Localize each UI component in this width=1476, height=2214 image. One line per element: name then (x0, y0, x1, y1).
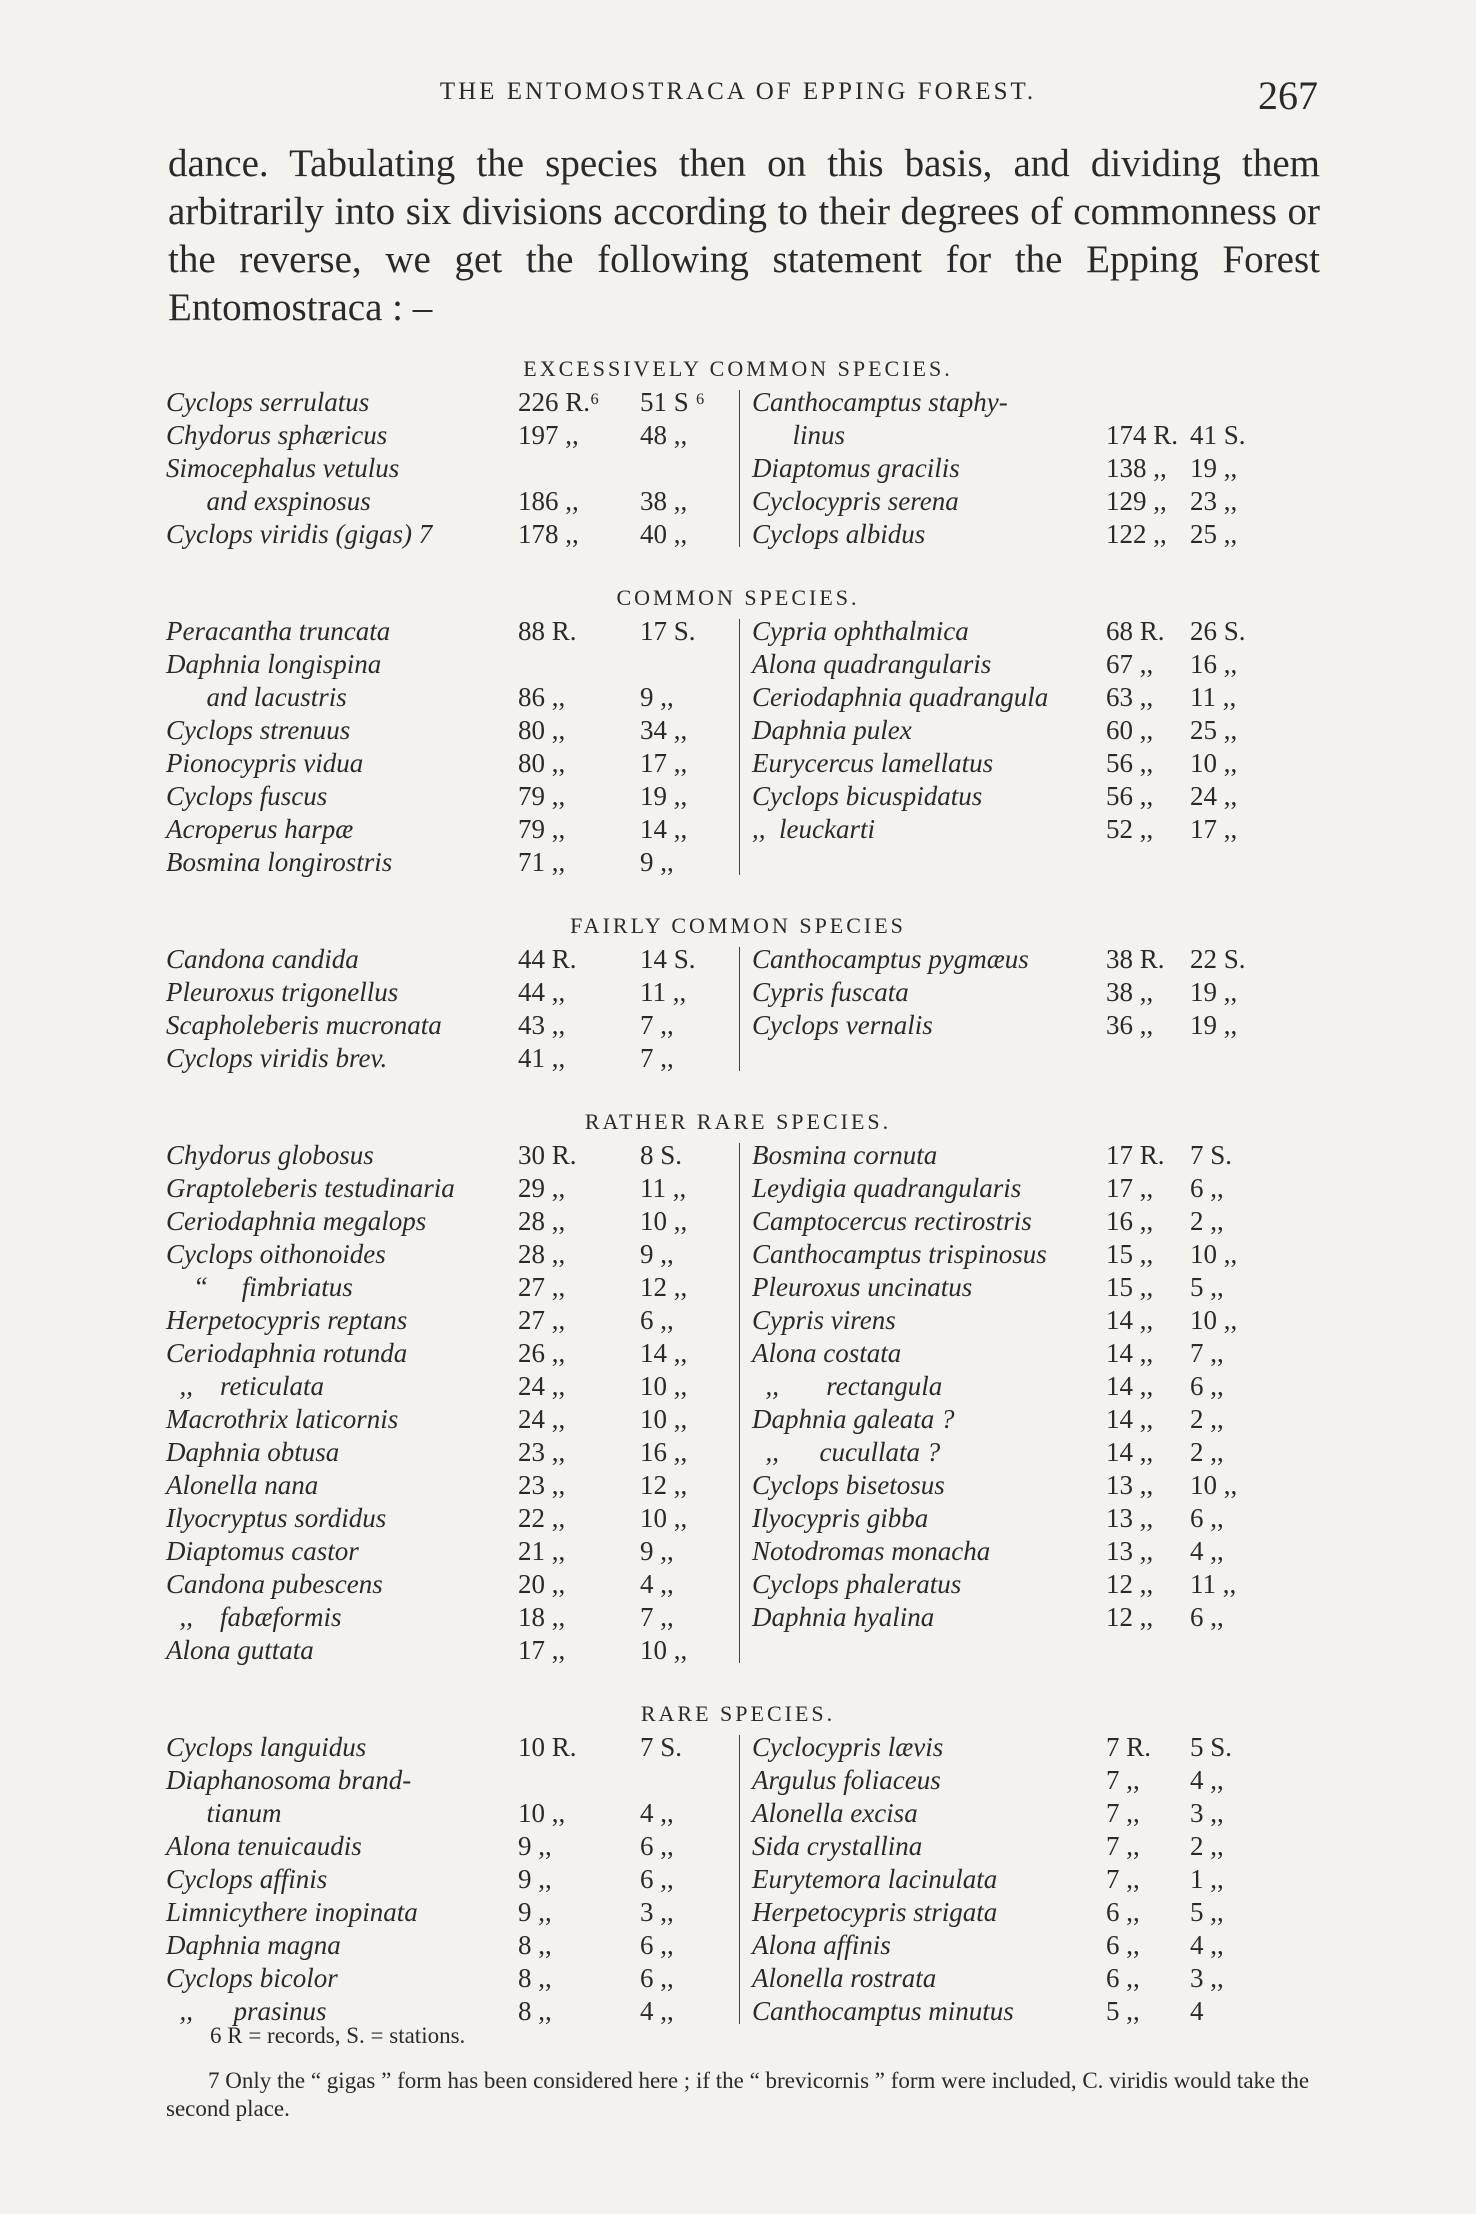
species-name: Cypria ophthalmica (752, 616, 969, 646)
stations-count: 10 ,, (640, 1503, 688, 1533)
records-count: 20 ,, (518, 1569, 566, 1599)
species-name: Alonella rostrata (752, 1963, 937, 1993)
stations-count: 48 ,, (640, 420, 688, 450)
stations-count: 6 ,, (640, 1831, 674, 1861)
species-name: Cyclops viridis (gigas) 7 (166, 519, 433, 549)
stations-count: 9 ,, (640, 682, 674, 712)
records-count: 178 ,, (518, 519, 579, 549)
records-count: 30 R. (518, 1140, 577, 1170)
stations-count: 4 ,, (640, 1996, 674, 2026)
stations-count: 8 S. (640, 1140, 683, 1170)
species-section (0, 1105, 1476, 1667)
species-name: Eurycercus lamellatus (752, 748, 994, 778)
species-name: Alonella nana (166, 1470, 319, 1500)
table-row (0, 976, 1476, 1009)
stations-count: 3 ,, (1190, 1963, 1224, 1993)
stations-count: 2 ,, (1190, 1404, 1224, 1434)
species-name: Alona quadrangularis (752, 649, 992, 679)
stations-count: 10 ,, (1190, 1305, 1238, 1335)
records-count: 17 ,, (1106, 1173, 1154, 1203)
stations-count: 23 ,, (1190, 486, 1238, 516)
stations-count: 6 ,, (1190, 1371, 1224, 1401)
records-count: 80 ,, (518, 748, 566, 778)
species-name: Ilyocryptus sordidus (166, 1503, 387, 1533)
stations-count: 11 ,, (640, 1173, 687, 1203)
species-name: Alona guttata (166, 1635, 314, 1665)
species-name: Daphnia galeata ? (752, 1404, 955, 1434)
page-header (0, 73, 1476, 118)
species-name: Cyclops bisetosus (752, 1470, 945, 1500)
species-name: Macrothrix laticornis (166, 1404, 399, 1434)
stations-count: 4 ,, (640, 1569, 674, 1599)
records-count: 9 ,, (518, 1864, 552, 1894)
records-count: 56 ,, (1106, 781, 1154, 811)
stations-count: 25 ,, (1190, 715, 1238, 745)
records-count: 10 R. (518, 1732, 577, 1762)
stations-count: 4 ,, (640, 1798, 674, 1828)
stations-count: 24 ,, (1190, 781, 1238, 811)
species-name: Cypris fuscata (752, 977, 909, 1007)
table-row (0, 714, 1476, 747)
species-name: Cyclops phaleratus (752, 1569, 962, 1599)
species-name: Daphnia obtusa (166, 1437, 340, 1467)
table-row (0, 518, 1476, 551)
records-count: 29 ,, (518, 1173, 566, 1203)
records-count: 13 ,, (1106, 1470, 1154, 1500)
species-name: Herpetocypris strigata (752, 1897, 998, 1927)
table-row (0, 846, 1476, 879)
section-title: FAIRLY COMMON SPECIES (570, 913, 906, 938)
table-row (0, 419, 1476, 452)
stations-count: 2 ,, (1190, 1437, 1224, 1467)
species-name: tianum (166, 1798, 282, 1828)
table-row (0, 1634, 1476, 1667)
records-count: 14 ,, (1106, 1437, 1154, 1467)
species-name: Bosmina cornuta (752, 1140, 938, 1170)
records-count: 44 ,, (518, 977, 566, 1007)
table-row (0, 1502, 1476, 1535)
table-row (0, 615, 1476, 648)
records-count: 56 ,, (1106, 748, 1154, 778)
stations-count: 9 ,, (640, 1239, 674, 1269)
species-name: Cyclops bicuspidatus (752, 781, 983, 811)
footnote-6: 6 R = records, S. = stations. (210, 2023, 466, 2048)
species-name: Notodromas monacha (752, 1536, 991, 1566)
table-row (0, 1337, 1476, 1370)
stations-count: 4 ,, (1190, 1930, 1224, 1960)
table-row (0, 1271, 1476, 1304)
species-name: ,, leuckarti (752, 814, 875, 844)
species-name: Cyclops vernalis (752, 1010, 933, 1040)
table-row (0, 1436, 1476, 1469)
table-row (0, 1929, 1476, 1962)
species-name: Pleuroxus trigonellus (166, 977, 399, 1007)
records-count: 79 ,, (518, 781, 566, 811)
stations-count: 16 ,, (1190, 649, 1238, 679)
page-number: 267 (1258, 73, 1318, 118)
stations-count: 40 ,, (640, 519, 688, 549)
table-row (0, 485, 1476, 518)
species-name: Canthocamptus pygmæus (752, 944, 1029, 974)
species-name: “ fimbriatus (166, 1272, 353, 1302)
table-row (0, 943, 1476, 976)
species-name: Cyclops oithonoides (166, 1239, 386, 1269)
species-name: Cyclops albidus (752, 519, 926, 549)
records-count: 36 ,, (1106, 1010, 1154, 1040)
species-name: Ceriodaphnia megalops (166, 1206, 427, 1236)
species-name: Daphnia longispina (166, 649, 382, 679)
species-tables (0, 352, 1476, 2028)
records-count: 8 ,, (518, 1963, 552, 1993)
records-count: 9 ,, (518, 1831, 552, 1861)
stations-count: 2 ,, (1190, 1206, 1224, 1236)
stations-count: 6 ,, (640, 1864, 674, 1894)
species-name: Acroperus harpæ (166, 814, 354, 844)
table-row (0, 1962, 1476, 1995)
stations-count: 19 ,, (1190, 1010, 1238, 1040)
stations-count: 14 S. (640, 944, 696, 974)
stations-count: 12 ,, (640, 1470, 688, 1500)
stations-count: 25 ,, (1190, 519, 1238, 549)
records-count: 138 ,, (1106, 453, 1167, 483)
section-rows (0, 1139, 1476, 1667)
species-name: Cypris virens (752, 1305, 896, 1335)
table-row (0, 780, 1476, 813)
species-name: Chydorus sphæricus (166, 420, 388, 450)
table-row (0, 1370, 1476, 1403)
table-row (0, 681, 1476, 714)
table-row (0, 1764, 1476, 1797)
records-count: 21 ,, (518, 1536, 566, 1566)
records-count: 8 ,, (518, 1996, 552, 2026)
table-row (0, 1042, 1476, 1075)
species-section (0, 1697, 1476, 2028)
records-count: 14 ,, (1106, 1305, 1154, 1335)
stations-count: 10 ,, (1190, 1470, 1238, 1500)
table-row (0, 1238, 1476, 1271)
records-count: 13 ,, (1106, 1536, 1154, 1566)
species-name: Cyclocypris serena (752, 486, 959, 516)
species-name: Cyclops fuscus (166, 781, 328, 811)
records-count: 6 ,, (1106, 1897, 1140, 1927)
stations-count: 6 ,, (640, 1305, 674, 1335)
stations-count: 10 ,, (640, 1404, 688, 1434)
table-row (0, 1896, 1476, 1929)
stations-count: 4 ,, (1190, 1536, 1224, 1566)
stations-count: 38 ,, (640, 486, 688, 516)
species-name: Leydigia quadrangularis (752, 1173, 1022, 1203)
section-title: RARE SPECIES. (640, 1701, 836, 1726)
intro-paragraph: dance. Tabulating the species then on this basis, and dividing them arbitrarily into six divisions according to their degrees of commonness or the reverse, we get the following statement for the Epping Forest Entomostraca : – (168, 142, 1320, 329)
species-name: Camptocercus rectirostris (752, 1206, 1032, 1236)
species-name: Daphnia pulex (752, 715, 912, 745)
stations-count: 7 S. (640, 1732, 683, 1762)
species-name: Alona affinis (752, 1930, 891, 1960)
stations-count: 26 S. (1190, 616, 1246, 646)
stations-count: 5 S. (1190, 1732, 1233, 1762)
stations-count: 34 ,, (640, 715, 688, 745)
table-row (0, 1601, 1476, 1634)
records-count: 6 ,, (1106, 1930, 1140, 1960)
species-name: and exspinosus (166, 486, 371, 516)
table-row (0, 452, 1476, 485)
stations-count: 7 ,, (640, 1043, 674, 1073)
records-count: 68 R. (1106, 616, 1165, 646)
species-name: Canthocamptus trispinosus (752, 1239, 1047, 1269)
species-name: Argulus foliaceus (752, 1765, 941, 1795)
stations-count: 7 ,, (1190, 1338, 1224, 1368)
section-rows (0, 943, 1476, 1075)
species-name: Simocephalus vetulus (166, 453, 400, 483)
species-name: ,, fabæformis (166, 1602, 342, 1632)
records-count: 8 ,, (518, 1930, 552, 1960)
records-count: 7 ,, (1106, 1798, 1140, 1828)
records-count: 24 ,, (518, 1404, 566, 1434)
stations-count: 3 ,, (1190, 1798, 1224, 1828)
stations-count: 7 ,, (640, 1010, 674, 1040)
records-count: 80 ,, (518, 715, 566, 745)
species-name: Candona candida (166, 944, 359, 974)
records-count: 12 ,, (1106, 1602, 1154, 1632)
records-count: 16 ,, (1106, 1206, 1154, 1236)
stations-count: 11 ,, (640, 977, 687, 1007)
species-name: Alona tenuicaudis (166, 1831, 362, 1861)
records-count: 7 ,, (1106, 1864, 1140, 1894)
running-title: THE ENTOMOSTRACA OF EPPING FOREST. (439, 78, 1037, 105)
records-count: 41 ,, (518, 1043, 566, 1073)
stations-count: 6 ,, (640, 1963, 674, 1993)
stations-count: 19 ,, (640, 781, 688, 811)
species-name: ,, reticulata (166, 1371, 324, 1401)
species-name: Cyclocypris lævis (752, 1732, 944, 1762)
stations-count: 6 ,, (1190, 1503, 1224, 1533)
stations-count: 11 ,, (1190, 1569, 1237, 1599)
species-section (0, 909, 1476, 1075)
records-count: 79 ,, (518, 814, 566, 844)
stations-count: 19 ,, (1190, 977, 1238, 1007)
footnote-7: 7 Only the “ gigas ” form has been considered here ; if the “ brevicornis ” form were included, C. viridis would take the second place. (166, 2068, 1310, 2121)
species-name: Limnicythere inopinata (166, 1897, 418, 1927)
stations-count: 7 S. (1190, 1140, 1233, 1170)
records-count: 43 ,, (518, 1010, 566, 1040)
stations-count: 14 ,, (640, 814, 688, 844)
table-row (0, 1469, 1476, 1502)
table-row (0, 1172, 1476, 1205)
species-name: Cyclops languidus (166, 1732, 367, 1762)
records-count: 9 ,, (518, 1897, 552, 1927)
records-count: 226 R.⁶ (518, 387, 600, 417)
records-count: 23 ,, (518, 1437, 566, 1467)
species-name: Cyclops serrulatus (166, 387, 370, 417)
stations-count: 1 ,, (1190, 1864, 1224, 1894)
stations-count: 10 ,, (640, 1206, 688, 1236)
records-count: 7 ,, (1106, 1765, 1140, 1795)
records-count: 122 ,, (1106, 519, 1167, 549)
records-count: 88 R. (518, 616, 577, 646)
species-name: Pionocypris vidua (166, 748, 364, 778)
records-count: 14 ,, (1106, 1404, 1154, 1434)
table-row (0, 1568, 1476, 1601)
species-name: Daphnia magna (166, 1930, 341, 1960)
records-count: 13 ,, (1106, 1503, 1154, 1533)
section-title: RATHER RARE SPECIES. (584, 1109, 892, 1134)
records-count: 26 ,, (518, 1338, 566, 1368)
stations-count: 22 S. (1190, 944, 1246, 974)
records-count: 17 R. (1106, 1140, 1165, 1170)
stations-count: 7 ,, (640, 1602, 674, 1632)
section-title: COMMON SPECIES. (616, 585, 860, 610)
records-count: 38 ,, (1106, 977, 1154, 1007)
records-count: 15 ,, (1106, 1272, 1154, 1302)
stations-count: 10 ,, (640, 1635, 688, 1665)
species-name: linus (752, 420, 846, 450)
species-name: Canthocamptus staphy- (752, 387, 1008, 417)
stations-count: 10 ,, (1190, 1239, 1238, 1269)
stations-count: 2 ,, (1190, 1831, 1224, 1861)
records-count: 6 ,, (1106, 1963, 1140, 1993)
records-count: 10 ,, (518, 1798, 566, 1828)
stations-count: 9 ,, (640, 1536, 674, 1566)
records-count: 186 ,, (518, 486, 579, 516)
species-name: Chydorus globosus (166, 1140, 374, 1170)
table-row (0, 1830, 1476, 1863)
species-name: Cyclops viridis brev. (166, 1043, 388, 1073)
stations-count: 6 ,, (1190, 1173, 1224, 1203)
section-rows (0, 615, 1476, 879)
stations-count: 12 ,, (640, 1272, 688, 1302)
species-name: Ilyocypris gibba (752, 1503, 929, 1533)
records-count: 27 ,, (518, 1305, 566, 1335)
species-name: Diaphanosoma brand- (166, 1765, 412, 1795)
species-section (0, 352, 1476, 551)
table-row (0, 1535, 1476, 1568)
stations-count: 6 ,, (1190, 1602, 1224, 1632)
records-count: 27 ,, (518, 1272, 566, 1302)
records-count: 71 ,, (518, 847, 566, 877)
records-count: 22 ,, (518, 1503, 566, 1533)
species-name: Alonella excisa (752, 1798, 918, 1828)
records-count: 12 ,, (1106, 1569, 1154, 1599)
records-count: 23 ,, (518, 1470, 566, 1500)
table-row (0, 386, 1476, 419)
records-count: 52 ,, (1106, 814, 1154, 844)
records-count: 44 R. (518, 944, 577, 974)
records-count: 28 ,, (518, 1206, 566, 1236)
species-name: Eurytemora lacinulata (752, 1864, 998, 1894)
species-name: Candona pubescens (166, 1569, 383, 1599)
records-count: 5 ,, (1106, 1996, 1140, 2026)
species-name: ,, rectangula (752, 1371, 943, 1401)
species-name: Alona costata (752, 1338, 902, 1368)
stations-count: 3 ,, (640, 1897, 674, 1927)
table-row (0, 648, 1476, 681)
section-title: EXCESSIVELY COMMON SPECIES. (523, 356, 953, 381)
species-name: Pleuroxus uncinatus (752, 1272, 973, 1302)
species-name: Bosmina longirostris (166, 847, 393, 877)
species-name: Ceriodaphnia quadrangula (752, 682, 1049, 712)
species-name: and lacustris (166, 682, 347, 712)
records-count: 129 ,, (1106, 486, 1167, 516)
stations-count: 4 ,, (1190, 1765, 1224, 1795)
stations-count: 14 ,, (640, 1338, 688, 1368)
stations-count: 41 S. (1190, 420, 1246, 450)
table-row (0, 1403, 1476, 1436)
table-row (0, 1139, 1476, 1172)
stations-count: 5 ,, (1190, 1897, 1224, 1927)
species-name: Peracantha truncata (166, 616, 391, 646)
table-row (0, 1205, 1476, 1238)
records-count: 174 R. (1106, 420, 1179, 450)
table-row (0, 747, 1476, 780)
stations-count: 51 S ⁶ (640, 387, 705, 417)
table-row (0, 1731, 1476, 1764)
stations-count: 5 ,, (1190, 1272, 1224, 1302)
stations-count: 19 ,, (1190, 453, 1238, 483)
records-count: 14 ,, (1106, 1371, 1154, 1401)
stations-count: 17 ,, (640, 748, 688, 778)
records-count: 14 ,, (1106, 1338, 1154, 1368)
table-row (0, 1304, 1476, 1337)
stations-count: 16 ,, (640, 1437, 688, 1467)
species-name: Cyclops affinis (166, 1864, 328, 1894)
records-count: 17 ,, (518, 1635, 566, 1665)
species-name: Cyclops bicolor (166, 1963, 338, 1993)
species-name: Sida crystallina (752, 1831, 923, 1861)
section-rows (0, 386, 1476, 551)
stations-count: 17 S. (640, 616, 696, 646)
stations-count: 10 ,, (640, 1371, 688, 1401)
records-count: 28 ,, (518, 1239, 566, 1269)
species-name: Canthocamptus minutus (752, 1996, 1014, 2026)
species-name: Diaptomus castor (166, 1536, 359, 1566)
species-name: Ceriodaphnia rotunda (166, 1338, 408, 1368)
species-name: Graptoleberis testudinaria (166, 1173, 455, 1203)
species-name: Cyclops strenuus (166, 715, 351, 745)
records-count: 60 ,, (1106, 715, 1154, 745)
table-row (0, 1863, 1476, 1896)
section-rows (0, 1731, 1476, 2028)
stations-count: 17 ,, (1190, 814, 1238, 844)
records-count: 15 ,, (1106, 1239, 1154, 1269)
species-name: ,, cucullata ? (752, 1437, 941, 1467)
records-count: 18 ,, (518, 1602, 566, 1632)
records-count: 86 ,, (518, 682, 566, 712)
stations-count: 10 ,, (1190, 748, 1238, 778)
records-count: 38 R. (1106, 944, 1165, 974)
species-name: Daphnia hyalina (752, 1602, 935, 1632)
species-section (0, 581, 1476, 879)
species-name: Scapholeberis mucronata (166, 1010, 442, 1040)
table-row (0, 1009, 1476, 1042)
records-count: 197 ,, (518, 420, 579, 450)
records-count: 7 ,, (1106, 1831, 1140, 1861)
records-count: 24 ,, (518, 1371, 566, 1401)
stations-count: 6 ,, (640, 1930, 674, 1960)
stations-count: 9 ,, (640, 847, 674, 877)
stations-count: 4 (1190, 1996, 1204, 2026)
records-count: 7 R. (1106, 1732, 1152, 1762)
species-name: ,, prasinus (166, 1996, 327, 2026)
records-count: 63 ,, (1106, 682, 1154, 712)
stations-count: 11 ,, (1190, 682, 1237, 712)
table-row (0, 1797, 1476, 1830)
species-name: Herpetocypris reptans (166, 1305, 408, 1335)
table-row (0, 813, 1476, 846)
records-count: 67 ,, (1106, 649, 1154, 679)
species-name: Diaptomus gracilis (752, 453, 960, 483)
